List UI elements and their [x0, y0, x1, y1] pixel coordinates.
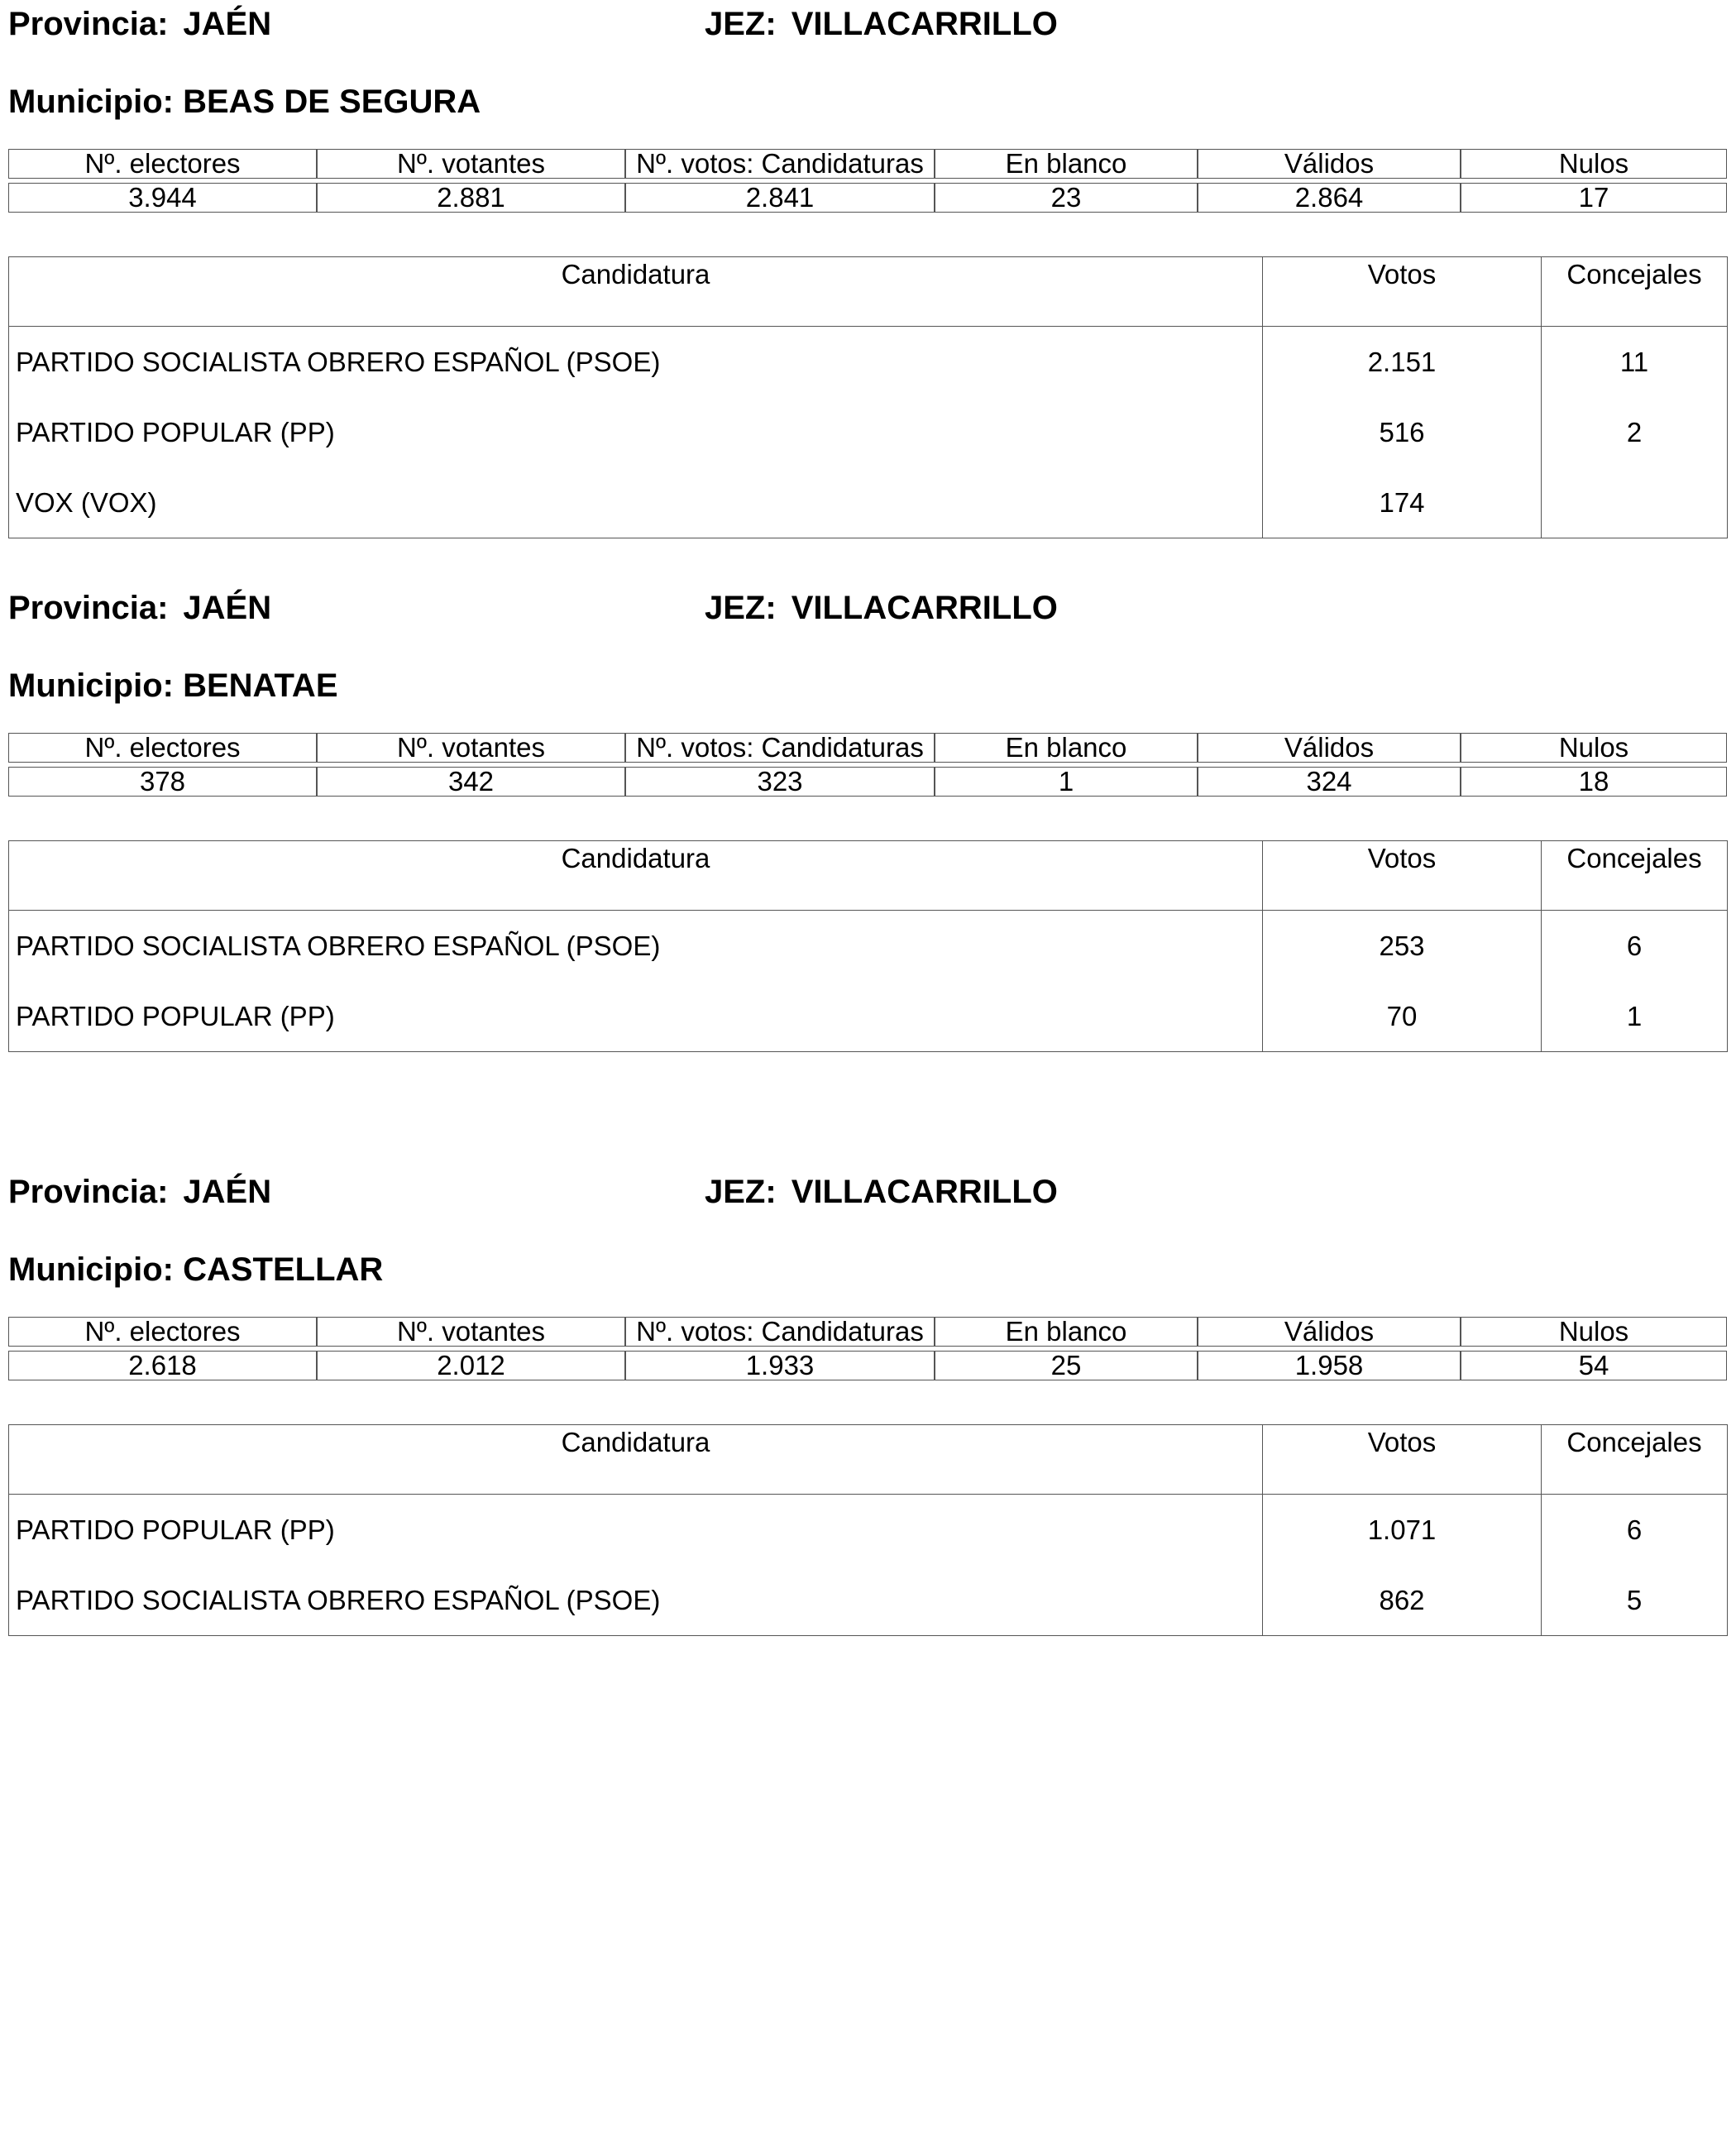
municipio-heading: Municipio: BENATAE: [8, 667, 338, 704]
summary-header-validos: Válidos: [1198, 1317, 1461, 1347]
summary-header-votos-candidaturas: Nº. votos: Candidaturas: [625, 733, 935, 763]
summary-header-electores: Nº. electores: [8, 1317, 317, 1347]
header-concejales: Concejales: [1542, 841, 1728, 911]
candidatura-concejales: [1542, 467, 1728, 538]
summary-header-en-blanco: En blanco: [935, 1317, 1198, 1347]
provincia-value: JAÉN: [183, 6, 272, 42]
jez-heading: JEZ: VILLACARRILLO: [705, 1174, 1058, 1210]
jez-heading: JEZ: VILLACARRILLO: [705, 6, 1058, 42]
candidaturas-header-row: [9, 257, 1728, 327]
summary-header-en-blanco: En blanco: [935, 149, 1198, 179]
provincia-heading: Provincia: JAÉN: [8, 1174, 272, 1210]
candidatura-nombre: PARTIDO POPULAR (PP): [16, 1000, 335, 1031]
summary-value-electores: 378: [8, 767, 317, 797]
summary-header-nulos: Nulos: [1461, 733, 1727, 763]
candidatura-nombre: PARTIDO POPULAR (PP): [16, 416, 335, 447]
candidatura-votos: 1.071: [1263, 1495, 1542, 1566]
summary-value-votos-candidaturas: 2.841: [625, 183, 935, 213]
candidatura-concejales: 11: [1542, 327, 1728, 398]
header-concejales: Concejales: [1542, 1425, 1728, 1495]
municipio-value: BEAS DE SEGURA: [183, 84, 481, 120]
header-votos: Votos: [1263, 841, 1542, 911]
summary-header-votantes: Nº. votantes: [317, 1317, 625, 1347]
candidaturas-table: [8, 256, 1728, 538]
summary-header-validos: Válidos: [1198, 149, 1461, 179]
summary-header-row: [8, 733, 1727, 763]
summary-value-row: [8, 767, 1727, 797]
municipio-value: BENATAE: [183, 667, 338, 704]
summary-value-row: [8, 1351, 1727, 1380]
summary-header-en-blanco: En blanco: [935, 733, 1198, 763]
summary-value-en-blanco: 1: [935, 767, 1198, 797]
summary-header-nulos: Nulos: [1461, 149, 1727, 179]
summary-value-validos: 2.864: [1198, 183, 1461, 213]
summary-value-electores: 3.944: [8, 183, 317, 213]
candidatura-nombre: PARTIDO SOCIALISTA OBRERO ESPAÑOL (PSOE): [16, 930, 661, 961]
candidatura-votos: 70: [1263, 981, 1542, 1052]
table-row: [9, 1495, 1728, 1566]
candidatura-concejales: 6: [1542, 1495, 1728, 1566]
candidaturas-header-row: [9, 841, 1728, 911]
provincia-heading: Provincia: JAÉN: [8, 590, 272, 626]
header-candidatura: Candidatura: [9, 1425, 1263, 1495]
candidatura-nombre: PARTIDO POPULAR (PP): [16, 1514, 335, 1545]
candidaturas-header-row: [9, 1425, 1728, 1495]
header-concejales: Concejales: [1542, 257, 1728, 327]
provincia-heading: Provincia: JAÉN: [8, 6, 272, 42]
summary-header-votos-candidaturas: Nº. votos: Candidaturas: [625, 1317, 935, 1347]
candidatura-nombre: PARTIDO SOCIALISTA OBRERO ESPAÑOL (PSOE): [16, 346, 661, 377]
summary-value-nulos: 54: [1461, 1351, 1727, 1380]
candidaturas-table: [8, 840, 1728, 1052]
candidatura-concejales: 1: [1542, 981, 1728, 1052]
summary-table: [8, 1317, 1727, 1380]
table-row: [9, 327, 1728, 398]
jez-heading: JEZ: VILLACARRILLO: [705, 590, 1058, 626]
candidatura-votos: 516: [1263, 397, 1542, 467]
candidatura-votos: 253: [1263, 911, 1542, 982]
header-votos: Votos: [1263, 257, 1542, 327]
summary-value-en-blanco: 23: [935, 183, 1198, 213]
table-row: [9, 397, 1728, 467]
candidatura-nombre: PARTIDO SOCIALISTA OBRERO ESPAÑOL (PSOE): [16, 1584, 661, 1615]
summary-header-row: [8, 1317, 1727, 1347]
jez-value: VILLACARRILLO: [791, 6, 1058, 42]
summary-table: [8, 149, 1727, 213]
summary-table: [8, 733, 1727, 797]
municipio-value: CASTELLAR: [183, 1251, 384, 1288]
summary-value-nulos: 17: [1461, 183, 1727, 213]
summary-header-validos: Válidos: [1198, 733, 1461, 763]
summary-header-electores: Nº. electores: [8, 733, 317, 763]
header-votos: Votos: [1263, 1425, 1542, 1495]
candidatura-concejales: 2: [1542, 397, 1728, 467]
summary-value-votos-candidaturas: 1.933: [625, 1351, 935, 1380]
table-row: [9, 911, 1728, 982]
header-candidatura: Candidatura: [9, 257, 1263, 327]
provincia-value: JAÉN: [183, 590, 272, 626]
summary-value-electores: 2.618: [8, 1351, 317, 1380]
header-candidatura: Candidatura: [9, 841, 1263, 911]
candidaturas-table: [8, 1424, 1728, 1636]
municipio-heading: Municipio: BEAS DE SEGURA: [8, 84, 481, 120]
candidatura-votos: 174: [1263, 467, 1542, 538]
candidatura-nombre: VOX (VOX): [16, 486, 157, 518]
summary-header-votantes: Nº. votantes: [317, 733, 625, 763]
summary-value-validos: 1.958: [1198, 1351, 1461, 1380]
summary-value-row: [8, 183, 1727, 213]
table-row: [9, 981, 1728, 1052]
candidatura-concejales: 6: [1542, 911, 1728, 982]
candidatura-concejales: 5: [1542, 1565, 1728, 1636]
summary-header-nulos: Nulos: [1461, 1317, 1727, 1347]
summary-value-votantes: 342: [317, 767, 625, 797]
summary-value-votos-candidaturas: 323: [625, 767, 935, 797]
summary-value-en-blanco: 25: [935, 1351, 1198, 1380]
jez-value: VILLACARRILLO: [791, 1174, 1058, 1210]
summary-value-votantes: 2.012: [317, 1351, 625, 1380]
summary-header-votantes: Nº. votantes: [317, 149, 625, 179]
summary-header-votos-candidaturas: Nº. votos: Candidaturas: [625, 149, 935, 179]
candidatura-votos: 862: [1263, 1565, 1542, 1636]
table-row: [9, 467, 1728, 538]
provincia-value: JAÉN: [183, 1174, 272, 1210]
summary-value-votantes: 2.881: [317, 183, 625, 213]
candidatura-votos: 2.151: [1263, 327, 1542, 398]
summary-value-validos: 324: [1198, 767, 1461, 797]
table-row: [9, 1565, 1728, 1636]
summary-header-row: [8, 149, 1727, 179]
summary-header-electores: Nº. electores: [8, 149, 317, 179]
summary-value-nulos: 18: [1461, 767, 1727, 797]
jez-value: VILLACARRILLO: [791, 590, 1058, 626]
municipio-heading: Municipio: CASTELLAR: [8, 1251, 384, 1288]
